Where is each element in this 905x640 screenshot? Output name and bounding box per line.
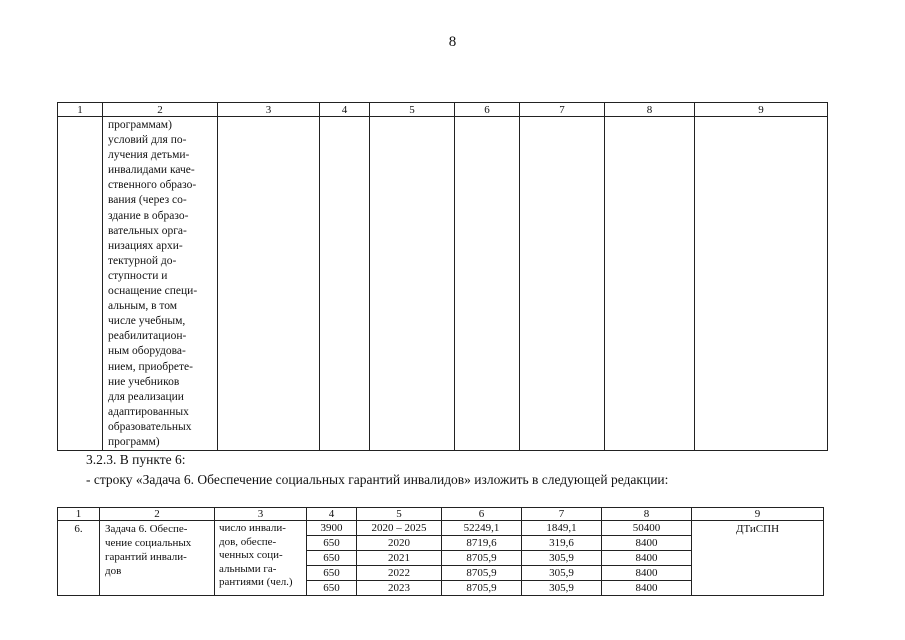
text-line: вательных орга- xyxy=(108,224,187,237)
header-cell: 1 xyxy=(58,508,100,521)
text-line: рантиями (чел.) xyxy=(219,576,293,588)
header-cell: 7 xyxy=(520,103,605,117)
section-heading: 3.2.3. В пункте 6: xyxy=(86,452,186,467)
header-cell: 2 xyxy=(103,103,218,117)
value-cell: 52249,1 xyxy=(442,521,522,536)
text-line: ние учебников xyxy=(108,375,180,388)
value-cell: 8400 xyxy=(602,566,692,581)
text-line: оснащение специ- xyxy=(108,285,198,298)
text-line: ченных соци- xyxy=(219,549,283,561)
text-line: инвалидами каче- xyxy=(108,164,195,177)
value-cell: 1849,1 xyxy=(522,521,602,536)
value-cell: 650 xyxy=(307,566,357,581)
text-line: дов xyxy=(105,565,122,577)
header-cell: 6 xyxy=(455,103,520,117)
value-cell: 8705,9 xyxy=(442,551,522,566)
period-cell: 2022 xyxy=(357,566,442,581)
text-line: альными га- xyxy=(219,562,277,575)
value-cell: 8705,9 xyxy=(442,566,522,581)
header-cell: 5 xyxy=(357,508,442,521)
value-cell: 305,9 xyxy=(522,581,602,596)
text-line: реабилитацион- xyxy=(108,330,187,343)
header-cell: 3 xyxy=(218,103,320,117)
text-line: вания (через со- xyxy=(108,194,187,207)
value-cell: 8705,9 xyxy=(442,581,522,596)
description-cell xyxy=(103,117,218,451)
indicator-cell xyxy=(215,521,307,596)
table-cell xyxy=(455,117,520,451)
period-cell: 2020 xyxy=(357,536,442,551)
text-line: число инвали- xyxy=(219,522,286,534)
text-line: программ) xyxy=(108,435,160,448)
header-cell: 5 xyxy=(370,103,455,117)
text-line: ным оборудова- xyxy=(108,345,186,358)
table-row xyxy=(58,521,824,536)
table-cell xyxy=(605,117,695,451)
period-cell: 2021 xyxy=(357,551,442,566)
table-cell xyxy=(58,117,103,451)
table-cell xyxy=(218,117,320,451)
table-header-row xyxy=(58,103,828,117)
table-row xyxy=(58,117,828,451)
text-line: Задача 6. Обеспе- xyxy=(105,523,188,535)
header-cell: 4 xyxy=(307,508,357,521)
continued-table xyxy=(57,102,828,451)
text-line: условий для по- xyxy=(108,134,187,147)
text-line: для реализации xyxy=(108,390,184,403)
value-cell: 305,9 xyxy=(522,551,602,566)
header-cell: 2 xyxy=(100,508,215,521)
text-line: программам) xyxy=(108,119,172,131)
executor-cell: ДТиСПН xyxy=(692,521,824,596)
text-line: дов, обеспе- xyxy=(219,535,277,548)
value-cell: 650 xyxy=(307,551,357,566)
header-cell: 6 xyxy=(442,508,522,521)
value-cell: 319,6 xyxy=(522,536,602,551)
value-cell: 8719,6 xyxy=(442,536,522,551)
text-line: альным, в том xyxy=(108,300,178,313)
table-cell xyxy=(320,117,370,451)
period-cell: 2020 – 2025 xyxy=(357,521,442,536)
period-cell: 2023 xyxy=(357,581,442,596)
value-cell: 650 xyxy=(307,581,357,596)
header-cell: 1 xyxy=(58,103,103,117)
text-line: образовательных xyxy=(108,420,192,433)
text-line: низациях архи- xyxy=(108,239,183,252)
header-cell: 9 xyxy=(695,103,828,117)
header-cell: 7 xyxy=(522,508,602,521)
text-line: ственного образо- xyxy=(108,179,197,192)
table-header-row xyxy=(58,508,824,521)
table-cell xyxy=(695,117,828,451)
header-cell: 8 xyxy=(605,103,695,117)
header-cell: 4 xyxy=(320,103,370,117)
header-cell: 3 xyxy=(215,508,307,521)
text-line: нием, приобрете- xyxy=(108,360,193,373)
text-line: лучения детьми- xyxy=(108,149,190,162)
task-table xyxy=(57,507,824,596)
text-line: тектурной до- xyxy=(108,254,177,267)
text-line: чение социальных xyxy=(105,537,192,549)
value-cell: 305,9 xyxy=(522,566,602,581)
value-cell: 650 xyxy=(307,536,357,551)
header-cell: 8 xyxy=(602,508,692,521)
page-number: 8 xyxy=(448,34,457,50)
text-line: адаптированных xyxy=(108,405,189,418)
table-cell xyxy=(370,117,455,451)
text-line: числе учебным, xyxy=(108,315,186,328)
text-line: здание в образо- xyxy=(108,209,189,222)
task-cell xyxy=(100,521,215,596)
text-line: ступности и xyxy=(108,269,168,282)
value-cell: 50400 xyxy=(602,521,692,536)
value-cell: 8400 xyxy=(602,536,692,551)
value-cell: 8400 xyxy=(602,581,692,596)
text-line: гарантий инвали- xyxy=(105,551,187,563)
table-cell xyxy=(520,117,605,451)
row-number: 6. xyxy=(58,521,100,596)
section-instruction: - строку «Задача 6. Обеспечение социальных гарантий инвалидов» изложить в следующей редакции: xyxy=(86,472,669,487)
header-cell: 9 xyxy=(692,508,824,521)
value-cell: 8400 xyxy=(602,551,692,566)
value-cell: 3900 xyxy=(307,521,357,536)
